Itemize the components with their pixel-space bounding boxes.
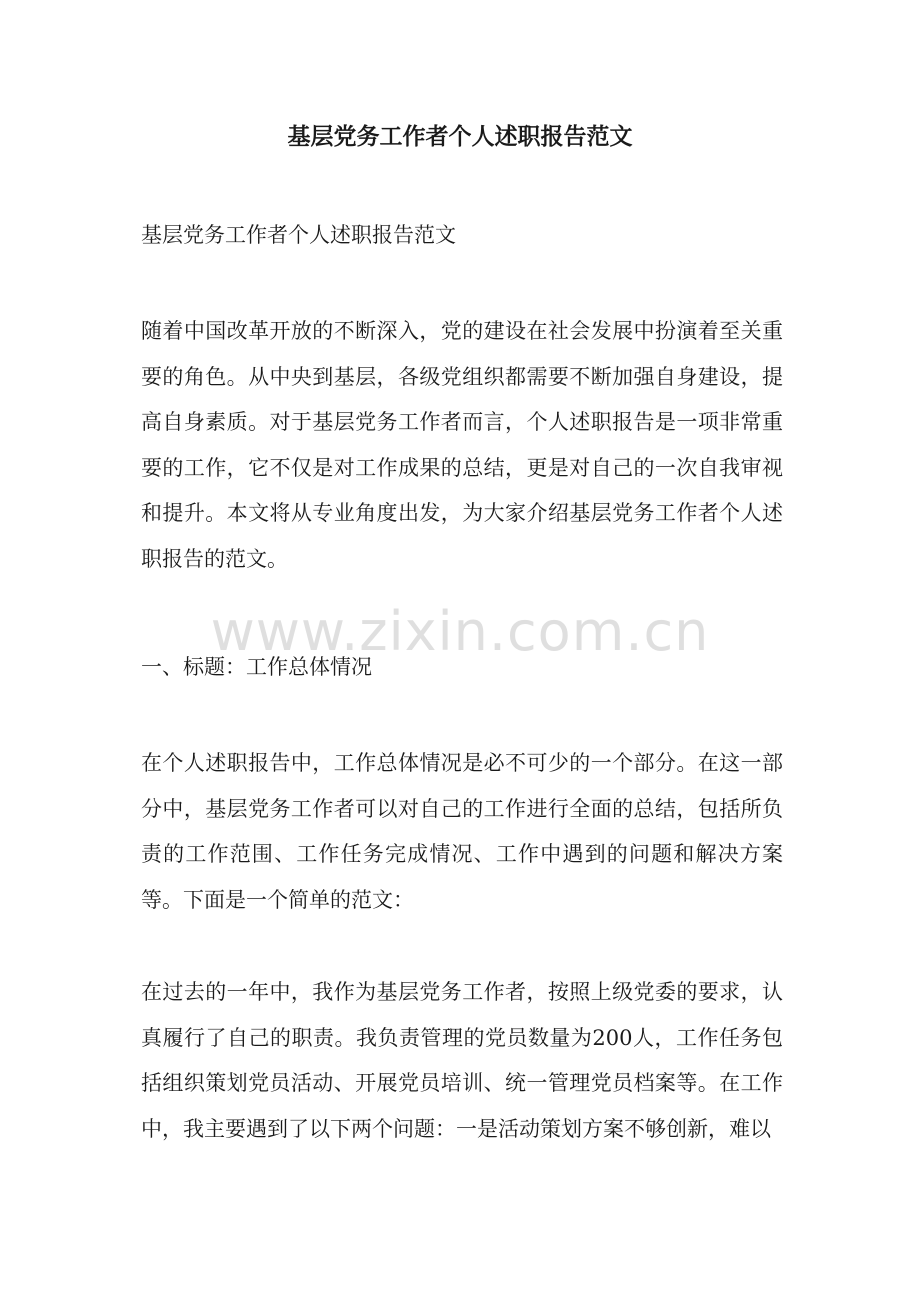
section-paragraph: 在个人述职报告中，工作总体情况是必不可少的一个部分。在这一部分中，基层党务工作者可以对自己的工作进行全面的总结，包括所负责的工作范围、工作任务完成情况、工作中遇到的问题和解决方案等。下面是一个简单的范文： xyxy=(141,751,783,912)
example-paragraph: 在过去的一年中，我作为基层党务工作者，按照上级党委的要求，认真履行了自己的职责。我负责管理的党员数量为200人，工作任务包括组织策划党员活动、开展党员培训、统一管理党员档案等。在工作中，我主要遇到了以下两个问题：一是活动策划方案不够创新，难以 xyxy=(141,980,783,1141)
document-subtitle: 基层党务工作者个人述职报告范文 xyxy=(141,223,456,247)
watermark-text: www.zixin.com.cn xyxy=(210,600,710,663)
section-heading: 一、标题：工作总体情况 xyxy=(141,655,372,679)
document-title: 基层党务工作者个人述职报告范文 xyxy=(287,123,633,150)
intro-paragraph: 随着中国改革开放的不断深入，党的建设在社会发展中扮演着至关重要的角色。从中央到基层，各级党组织都需要不断加强自身建设，提高自身素质。对于基层党务工作者而言，个人述职报告是一项非常重要的工作，它不仅是对工作成果的总结，更是对自己的一次自我审视和提升。本文将从专业角度出发，为大家介绍基层党务工作者个人述职报告的范文。 xyxy=(141,319,783,571)
